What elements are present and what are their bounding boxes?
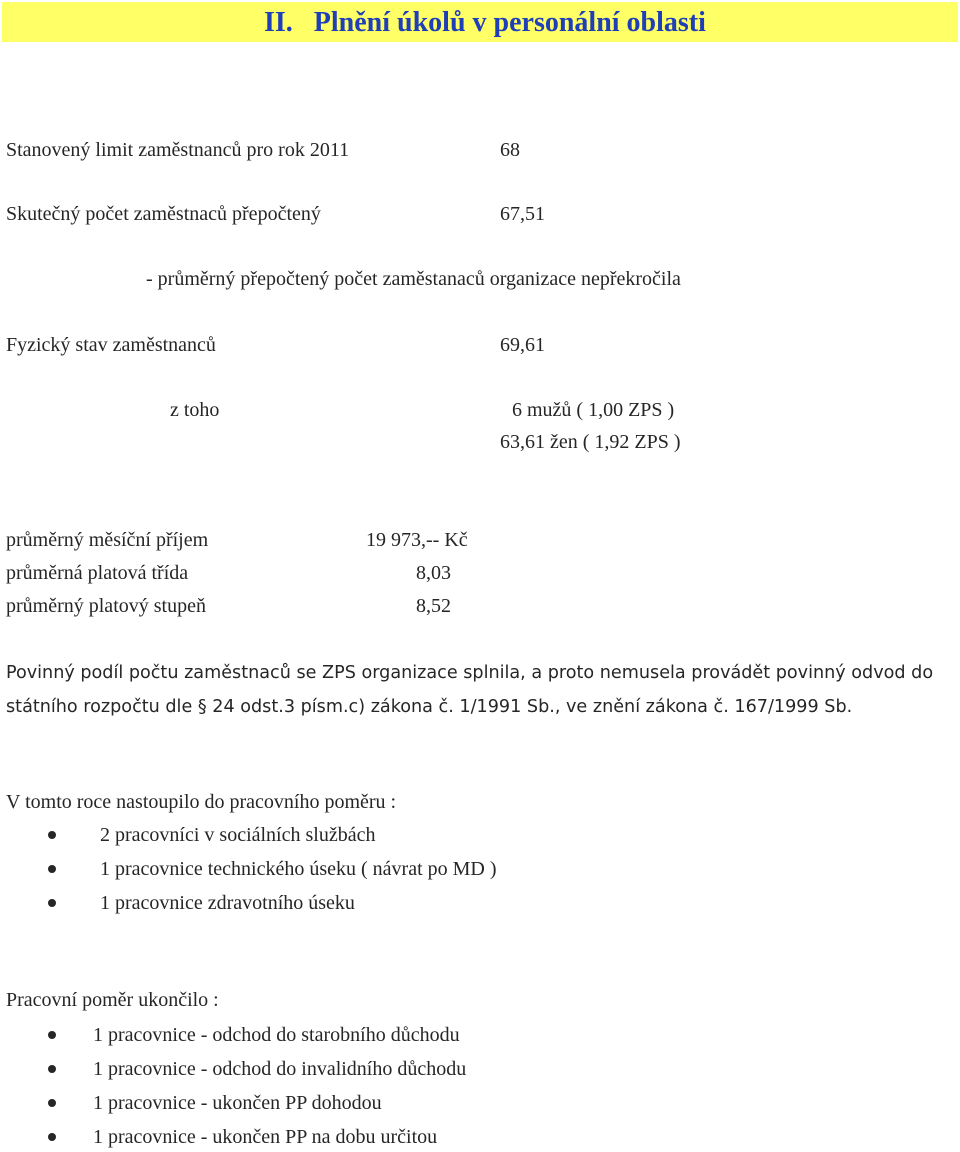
bullet-icon [48, 1099, 56, 1107]
disability-quota-paragraph [6, 656, 936, 724]
paragraph-text-after: 24 odst.3 písm.c) zákona č. 1/1991 Sb., ve znění zákona č. 167/1999 Sb. [212, 697, 853, 717]
avg-income-label: průměrný měsíční příjem [6, 529, 209, 551]
physical-count-value: 69,61 [500, 334, 545, 356]
hired-intro: V tomto roce nastoupilo do pracovního poměru : [6, 791, 397, 813]
limit-value: 68 [500, 139, 520, 161]
women-count: 63,61 žen ( 1,92 ZPS ) [500, 431, 681, 453]
bullet-icon [48, 1031, 56, 1039]
terminated-item: 1 pracovnice - odchod do invalidního důchodu [93, 1058, 467, 1080]
men-count: 6 mužů ( 1,00 ZPS ) [512, 399, 675, 421]
actual-count-value: 67,51 [500, 203, 545, 225]
section-symbol: § [197, 697, 207, 717]
limit-label: Stanovený limit zaměstnanců pro rok 2011 [6, 139, 350, 161]
bullet-icon [48, 1133, 56, 1141]
actual-count-label: Skutečný počet zaměstnaců přepočtený [6, 203, 321, 225]
avg-class-label: průměrná platová třída [6, 562, 189, 584]
section-title-text: Plnění úkolů v personální oblasti [313, 7, 706, 38]
hired-item: 2 pracovníci v sociálních službách [100, 824, 376, 846]
bullet-icon [48, 831, 56, 839]
bullet-icon [48, 865, 56, 873]
title-bar [2, 2, 958, 42]
paragraph-text-before: Povinný podíl počtu zaměstnaců se ZPS organizace splnila, a proto nemusela provádět povinný odvod do státního rozpočtu dle [6, 663, 934, 717]
limit-note: - průměrný přepočtený počet zaměstanaců organizace nepřekročila [146, 268, 681, 290]
section-title [264, 7, 706, 39]
of-which-label: z toho [170, 399, 220, 421]
avg-income-value: 19 973,-- Kč [366, 529, 468, 551]
terminated-item: 1 pracovnice - odchod do starobního důchodu [93, 1024, 460, 1046]
avg-grade-label: průměrný platový stupeň [6, 595, 206, 617]
avg-grade-value: 8,52 [416, 595, 451, 617]
section-number: II. [264, 7, 293, 38]
bullet-icon [48, 1065, 56, 1073]
terminated-intro: Pracovní poměr ukončilo : [6, 989, 219, 1011]
terminated-item: 1 pracovnice - ukončen PP na dobu určitou [93, 1126, 438, 1148]
avg-class-value: 8,03 [416, 562, 451, 584]
hired-item: 1 pracovnice technického úseku ( návrat po MD ) [100, 858, 497, 880]
physical-count-label: Fyzický stav zaměstnanců [6, 334, 216, 356]
bullet-icon [48, 899, 56, 907]
terminated-item: 1 pracovnice - ukončen PP dohodou [93, 1092, 382, 1114]
hired-item: 1 pracovnice zdravotního úseku [100, 892, 355, 914]
